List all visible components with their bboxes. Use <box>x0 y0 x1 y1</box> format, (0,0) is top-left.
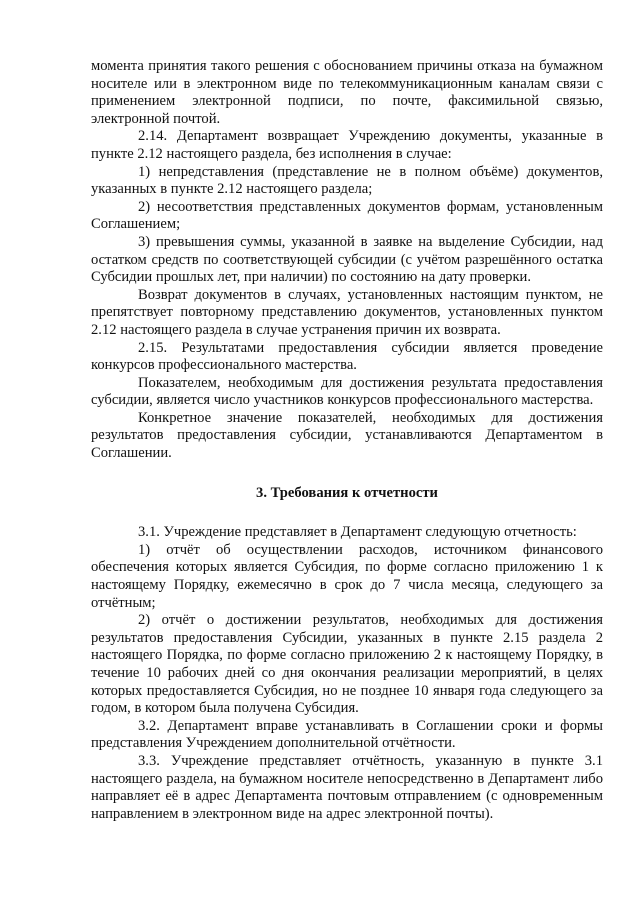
paragraph-2-14: 2.14. Департамент возвращает Учреждению документы, указанные в пункте 2.12 настоящего раздела, без исполнения в случае: <box>91 128 603 162</box>
list-item-3: 3) превышения суммы, указанной в заявке на выделение Субсидии, над остатком средств по соответствующей субсидии (с учётом разрешённого остатка Субсидии прошлых лет, при наличии) по состоянию на дату проверки. <box>91 233 603 286</box>
paragraph-3-3: 3.3. Учреждение представляет отчётность, указанную в пункте 3.1 настоящего раздела, на бумажном носителе непосредственно в Департамент либо направляет её в адрес Департамента почтовым отправлением (с одновременным направлением в электронном виде на адрес электронной почты). <box>91 752 603 822</box>
paragraph-return-documents: Возврат документов в случаях, установленных настоящим пунктом, не препятствует повторному представлению документов, установленных пунктом 2.12 настоящего раздела в случае устранения причин их возврата. <box>91 286 603 338</box>
paragraph-indicator-values: Конкретное значение показателей, необходимых для достижения результатов предоставления субсидии, устанавливаются Департаментом в Соглашении. <box>91 409 603 462</box>
paragraph-2-15: 2.15. Результатами предоставления субсидии является проведение конкурсов профессионального мастерства. <box>91 339 603 374</box>
paragraph-indicator: Показателем, необходимым для достижения результата предоставления субсидии, является число участников конкурсов профессионального мастерства. <box>91 374 603 409</box>
section-heading: 3. Требования к отчетности <box>256 484 438 501</box>
report-item-1: 1) отчёт об осуществлении расходов, источником финансового обеспечения которых является Субсидия, по форме согласно приложению 1 к настоящему Порядку, ежемесячно в срок до 7 числа месяца, следующего за отчётным; <box>91 541 603 611</box>
list-item-1: 1) непредставления (представление не в полном объёме) документов, указанных в пункте 2.12 настоящего раздела; <box>91 163 603 198</box>
paragraph-3-2: 3.2. Департамент вправе устанавливать в Соглашении сроки и формы представления Учреждением дополнительной отчётности. <box>91 717 603 752</box>
report-item-2: 2) отчёт о достижении результатов, необходимых для достижения результатов предоставления Субсидии, указанных в пункте 2.15 раздела 2 настоящего Порядка, по форме согласно приложению 2 к настоящему Порядку, в течение 10 рабочих дней со дня окончания реализации мероприятий, в целях которых предоставляется Субсидия, но не позднее 10 января года следующего за годом, в котором была получена Субсидия. <box>91 612 603 717</box>
paragraph-3-1: 3.1. Учреждение представляет в Департамент следующую отчетность: <box>138 524 577 541</box>
document-page <box>91 58 603 823</box>
list-item-2: 2) несоответствия представленных документов формам, установленным Соглашением; <box>91 198 603 233</box>
paragraph-continuation: момента принятия такого решения с обоснованием причины отказа на бумажном носителе или в электронном виде по телекоммуникационным каналам связи с применением электронной подписи, по почте, факсимильной связью, электронной почтой. <box>91 58 603 127</box>
